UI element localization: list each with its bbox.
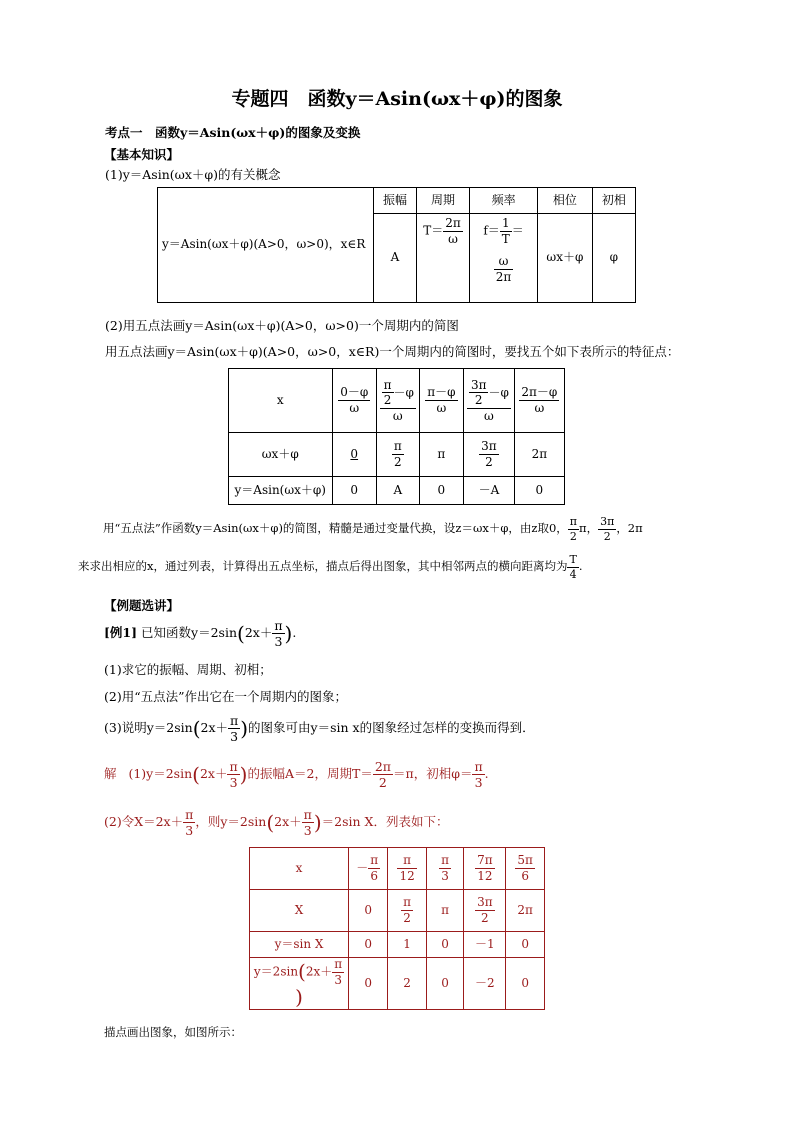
phase-val-2 [376, 433, 419, 477]
phase-val-4 [464, 433, 515, 477]
x5-num: 2π－φ [521, 385, 558, 400]
sol1-mid2: ＝π，初相φ＝ [392, 766, 473, 782]
solution-table [249, 847, 545, 1010]
header-amplitude: 振幅 [373, 188, 416, 214]
period-cell [417, 214, 470, 303]
phase-val-5: 2π [514, 433, 564, 477]
t3-y-2: 2 [388, 958, 427, 1010]
x-cell-3 [419, 369, 463, 433]
solution-1: 解 (1)y＝2sin(2x＋ $\frac{\pi}{3}$ )的振幅A＝2，周期T＝ $\frac{2\pi}{2}$ ＝π，初相φ＝ $\frac{\pi}{3}$ . [104, 759, 489, 791]
initial-phase-cell: φ [592, 214, 635, 303]
sol1-pre: (1)y＝2sin [128, 766, 193, 782]
basic-knowledge-label: 【基本知识】 [104, 147, 180, 162]
t3-y-label-text: y＝2sin [253, 964, 299, 979]
page-title: 专题四 函数y＝Asin(ωx＋φ)的图象 [231, 88, 563, 110]
t3-X2-num: π [403, 895, 412, 910]
phase4-num: 3π [481, 439, 497, 454]
note-line-1-text: 用“五点法”作函数y＝Asin(ωx＋φ)的简图，精髓是通过变量代换，设z＝ωx＋φ，由z取0， [103, 521, 568, 536]
x4-num: －φ [488, 385, 509, 400]
concept-table [157, 187, 636, 303]
t3-x-1 [349, 848, 388, 890]
t3-x1-sign: － [356, 861, 369, 875]
t3-y-1: 0 [349, 958, 388, 1010]
q3-pre: (3)说明y＝2sin [104, 720, 193, 736]
freq2-num: ω [494, 255, 514, 270]
t3-row-label-y: y＝2sin(2x＋ $\frac{\pi}{3}$ ) [250, 958, 349, 1010]
sol1-two: 2 [378, 775, 387, 791]
sol1-mid: 的振幅A＝2，周期T＝ [247, 766, 373, 782]
t3-X-4 [464, 890, 506, 932]
example-1-text: 已知函数y＝2sin [141, 625, 237, 641]
examples-label: 【例题选讲】 [104, 598, 180, 613]
example-1-label: [例1] [104, 625, 138, 641]
ex1-2x: 2x＋ [244, 625, 273, 641]
t3-x1-den: 6 [370, 869, 379, 883]
t3-y-4: －2 [464, 958, 506, 1010]
sol2-2x: 2x＋ [274, 814, 302, 830]
phase2-num: π [393, 439, 402, 454]
y-val-1: 0 [332, 477, 376, 505]
freq-fraction-2 [494, 255, 514, 283]
x2-inner-den: 2 [383, 393, 392, 408]
note-3pi-den: 2 [603, 529, 611, 543]
solution-label: 解 [104, 766, 117, 782]
t3-x5-num: 5π [517, 853, 533, 868]
note-line-2-text: 来求出相应的x，通过列表，计算得出五点坐标，描点后得出图象，其中相邻两点的横向距离均为 [78, 559, 568, 574]
t3-sinX-4: －1 [464, 932, 506, 958]
solution-2: (2)令X＝2x＋ $\frac{\pi}{3}$ ，则y＝2sin(2x＋ $\frac{\pi}{3}$ )＝2sin X．列表如下： [104, 807, 449, 839]
freq-den: T [501, 231, 510, 246]
t3-y-2x: 2x＋ [305, 964, 333, 979]
y-val-2: A [376, 477, 419, 505]
sol2-pi-2: π [303, 807, 312, 822]
x1-num: 0－φ [340, 385, 369, 400]
phase-val-1 [332, 433, 376, 477]
note-2pi: ，2π [616, 521, 643, 536]
draw-graph-text: 描点画出图象，如图所示： [104, 1025, 242, 1039]
question-1: (1)求它的振幅、周期、初相； [104, 662, 272, 677]
ex1-three: 3 [274, 634, 283, 650]
phase2-den: 2 [393, 455, 402, 469]
header-frequency: 频率 [470, 188, 538, 214]
t3-x2-den: 12 [399, 869, 415, 883]
q3-2x: 2x＋ [200, 720, 229, 736]
phase-val-3: π [419, 433, 463, 477]
t3-x3-num: π [441, 853, 450, 868]
t3-y-3: 0 [426, 958, 463, 1010]
sol1-three: 3 [229, 775, 238, 791]
x-cell-5 [514, 369, 564, 433]
x2-inner-num: π [383, 377, 392, 392]
q3-post: 的图象可由y＝sin x的图象经过怎样的变换而得到． [248, 720, 535, 736]
row-label-x: x [229, 369, 333, 433]
y-val-3: 0 [419, 477, 463, 505]
t3-sinX-3: 0 [426, 932, 463, 958]
note-pi-num: π [569, 515, 578, 528]
note-line-1 [103, 516, 643, 542]
period-num: 2π [445, 216, 461, 230]
section-heading: 考点一 函数y＝Asin(ωx＋φ)的图象及变换 [105, 125, 361, 140]
sol2-three: 3 [185, 823, 194, 839]
freq-eq: ＝ [511, 223, 524, 238]
t3-y-5: 0 [506, 958, 545, 1010]
phase-cell: ωx＋φ [538, 214, 593, 303]
t3-x1-num: π [370, 853, 379, 868]
phase4-den: 2 [485, 455, 493, 469]
y-val-5: 0 [514, 477, 564, 505]
y-val-4: －A [464, 477, 515, 505]
x4-inner-den: 2 [474, 393, 483, 408]
x3-num: π－φ [427, 385, 456, 400]
question-3: (3)说明y＝2sin(2x＋ $\frac{\pi}{3}$ )的图象可由y＝sin x的图象经过怎样的变换而得到． [104, 713, 535, 745]
freq-num: 1 [500, 217, 512, 232]
sol1-2pi: 2π [374, 759, 391, 774]
t3-sinX-5: 0 [506, 932, 545, 958]
note-4: 4 [569, 567, 577, 581]
freq-fraction [500, 217, 512, 245]
t3-x3-den: 3 [441, 869, 449, 883]
sol2-pre: (2)令X＝2x＋ [104, 814, 184, 830]
note-line-2 [78, 554, 582, 580]
period-prefix: T＝ [423, 223, 444, 238]
sol2-post: ＝2sin X．列表如下： [321, 814, 449, 830]
x-cell-4 [464, 369, 515, 433]
item-1-text: (1)y＝Asin(ωx＋φ)的有关概念 [105, 167, 281, 182]
q3-three: 3 [230, 729, 239, 745]
row-label-y: y＝Asin(ωx＋φ) [229, 477, 333, 505]
sol1-2x: 2x＋ [199, 766, 228, 782]
example-1-statement: [例1] 已知函数y＝2sin(2x＋ $\frac{\pi}{3}$ ). [104, 618, 297, 650]
t3-y-three: 3 [334, 972, 343, 987]
row-label-phase: ωx＋φ [229, 433, 333, 477]
x1-den: ω [349, 401, 360, 415]
t3-x5-den: 6 [521, 869, 529, 883]
item-2-text: (2)用五点法画y＝Asin(ωx＋φ)(A>0，ω>0)一个周期内的简图 [105, 318, 459, 333]
sol2-pi: π [185, 807, 194, 822]
t3-x-4 [464, 848, 506, 890]
header-phase: 相位 [538, 188, 593, 214]
freq2-den: 2π [495, 269, 512, 284]
sol1-phi-pi: π [474, 759, 483, 774]
t3-X-3: π [426, 890, 463, 932]
t3-X2-den: 2 [403, 911, 411, 925]
header-period: 周期 [417, 188, 470, 214]
x-cell-1 [332, 369, 376, 433]
sol1-phi-three: 3 [474, 775, 483, 791]
note-end: . [578, 559, 583, 574]
t3-X-5: 2π [506, 890, 545, 932]
x4-den: ω [484, 408, 494, 423]
t3-x-5 [506, 848, 545, 890]
frequency-cell [470, 214, 538, 303]
t3-row-label-sinX: y＝sin X [250, 932, 349, 958]
sol2-three-2: 3 [303, 823, 312, 839]
t3-x4-num: 7π [477, 853, 493, 868]
x5-den: ω [534, 401, 545, 415]
q3-pi: π [230, 713, 239, 728]
question-2: (2)用“五点法”作出它在一个周期内的图象； [104, 689, 347, 704]
ex1-pi: π [274, 618, 283, 633]
phase-val-1-text: 0 [350, 446, 359, 461]
t3-X-1: 0 [349, 890, 388, 932]
x2-num: －φ [393, 385, 414, 400]
t3-row-label-X: X [250, 890, 349, 932]
note-pi-den: 2 [569, 529, 577, 543]
freq-prefix: f＝ [483, 223, 500, 238]
sol1-end: . [484, 766, 489, 782]
t3-x-3 [426, 848, 463, 890]
t3-x4-den: 12 [477, 869, 493, 883]
item-2-description: 用五点法画y＝Asin(ωx＋φ)(A>0，ω>0，x∈R)一个周期内的简图时，要找五个如下表所示的特征点： [105, 344, 680, 359]
x4-inner-num: 3π [470, 377, 487, 392]
t3-X4-num: 3π [477, 895, 493, 910]
sol1-pi: π [229, 759, 238, 774]
t3-x-2 [388, 848, 427, 890]
t3-sinX-1: 0 [349, 932, 388, 958]
note-3pi-num: 3π [600, 515, 615, 528]
amplitude-cell: A [373, 214, 416, 303]
period-den: ω [448, 231, 458, 246]
t3-X-2 [388, 890, 427, 932]
sol2-mid: ，则y＝2sin [195, 814, 267, 830]
x3-den: ω [436, 401, 447, 415]
five-point-table [228, 368, 565, 505]
x2-den: ω [392, 408, 403, 423]
note-pi: π， [579, 521, 599, 536]
x-cell-2 [376, 369, 419, 433]
period-fraction [443, 217, 463, 245]
t3-y-pi: π [334, 957, 343, 971]
note-T: T [569, 553, 577, 566]
function-cell: y＝Asin(ωx＋φ)(A>0，ω>0)，x∈R [158, 188, 374, 303]
t3-sinX-2: 1 [388, 932, 427, 958]
t3-row-label-x: x [250, 848, 349, 890]
header-initial-phase: 初相 [592, 188, 635, 214]
t3-x2-num: π [397, 854, 416, 869]
t3-X4-den: 2 [481, 911, 489, 925]
